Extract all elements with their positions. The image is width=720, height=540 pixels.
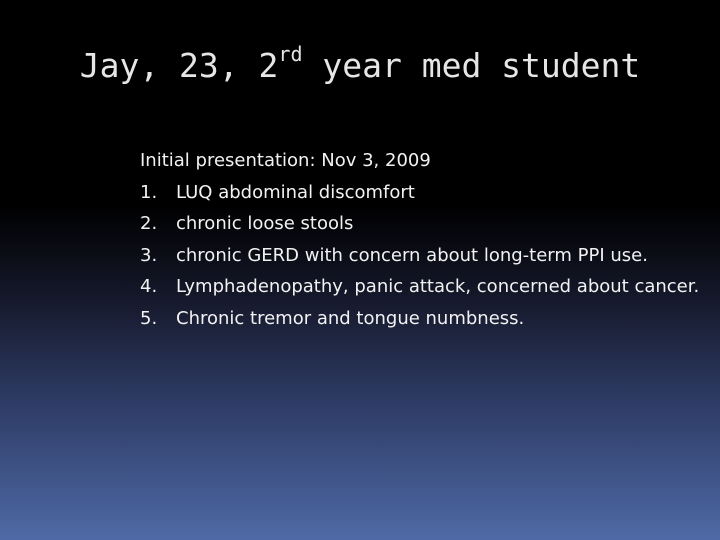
list-item [140,240,700,272]
list-item [140,177,700,209]
presentation-list [140,177,700,335]
list-number: 5. [140,307,158,329]
list-item [140,303,700,335]
slide-body [140,145,700,334]
list-item [140,208,700,240]
list-text: LUQ abdominal discomfort [176,181,415,203]
intro-line: Initial presentation: Nov 3, 2009 [140,150,431,171]
list-number: 1. [140,181,158,203]
list-text: Chronic tremor and tongue numbness. [176,307,525,329]
slide-title [0,42,720,85]
list-number: 2. [140,213,158,234]
list-number: 3. [140,244,158,266]
list-item [140,271,700,303]
list-text: chronic loose stools [176,213,354,234]
list-number: 4. [140,276,158,297]
list-text: chronic GERD with concern about long-term PPI use. [176,244,648,266]
title-text: Jay, 23, 2 [79,46,279,85]
title-text-rest: year med student [302,46,641,85]
list-text: Lymphadenopathy, panic attack, concerned about cancer. [176,276,700,297]
title-superscript: rd [278,42,303,66]
